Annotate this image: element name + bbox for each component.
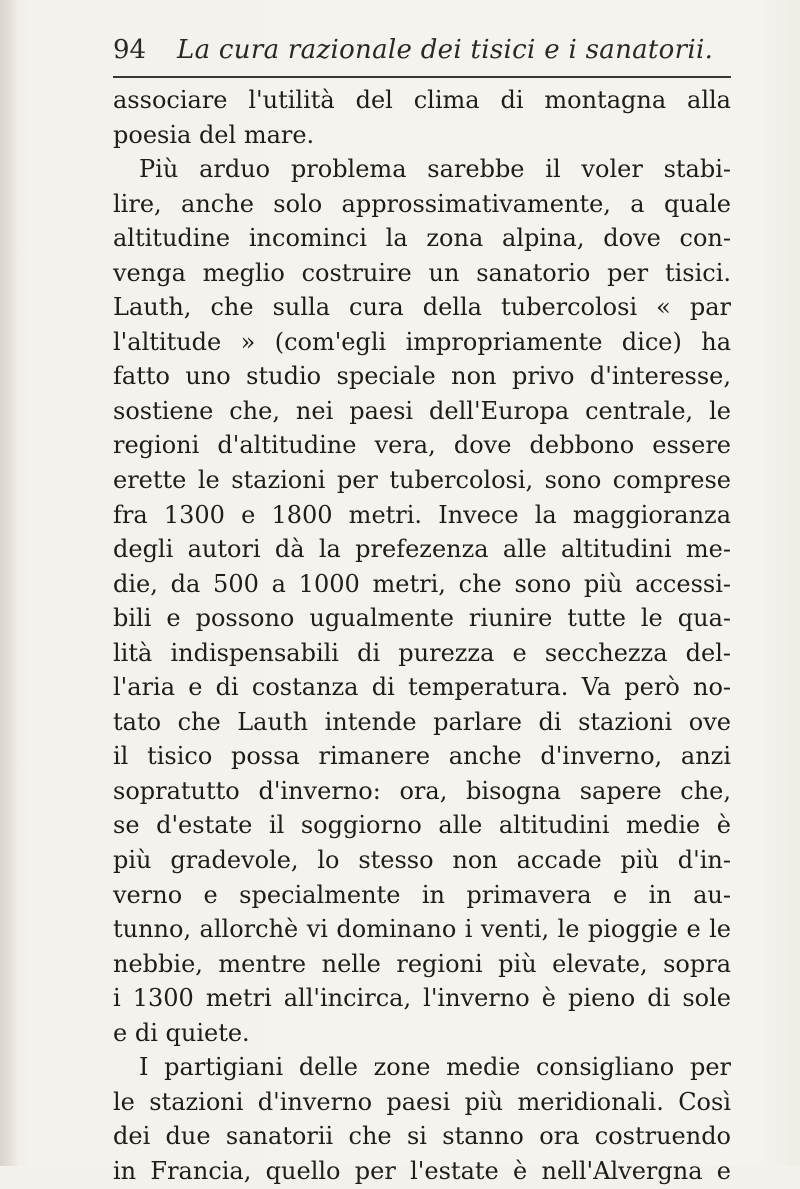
text-line: I partigiani delle zone medie consigliano per (139, 1053, 731, 1082)
header-rule (113, 76, 731, 78)
text-line: fra 1300 e 1800 metri. Invece la maggioranza (113, 500, 731, 529)
text-line: poesia del mare. (113, 120, 315, 149)
text-line: in Francia, quello per l'estate è nell'Alvergna e (113, 1156, 731, 1185)
text-line: tato che Lauth intende parlare di stazioni ove (113, 707, 731, 736)
text-line: erette le stazioni per tubercolosi, sono comprese (113, 466, 731, 495)
text-line: sostiene che, nei paesi dell'Europa centrale, le (113, 396, 731, 425)
text-line: die, da 500 a 1000 metri, che sono più accessi- (113, 569, 731, 598)
text-line: se d'estate il soggiorno alle altitudini medie è (113, 811, 731, 840)
text-line: degli autori dà la prefezenza alle altitudini me- (113, 535, 731, 564)
text-line: lità indispensabili di purezza e secchezza del- (113, 638, 731, 667)
text-line: Più arduo problema sarebbe il voler stabi- (139, 155, 731, 184)
page-number: 94 (113, 35, 147, 65)
text-line: più gradevole, lo stesso non accade più d'in- (113, 846, 731, 875)
running-title: La cura razionale dei tisici e i sanatorii. (177, 35, 714, 65)
page-gutter-shadow (0, 0, 18, 1166)
text-line: Lauth, che sulla cura della tubercolosi « par (113, 293, 731, 322)
page-header (113, 30, 733, 70)
text-line: e di quiete. (113, 1018, 250, 1047)
text-line: lire, anche solo approssimativamente, a quale (113, 189, 731, 218)
text-line: sopratutto d'inverno: ora, bisogna sapere che, (113, 776, 731, 805)
body-text (113, 83, 731, 1189)
text-line: l'altitude » (com'egli impropriamente dice) ha (113, 327, 731, 356)
text-line: le stazioni d'inverno paesi più meridionali. Così (113, 1087, 731, 1116)
text-line: il tisico possa rimanere anche d'inverno, anzi (113, 742, 731, 771)
text-line: regioni d'altitudine vera, dove debbono essere (113, 431, 731, 460)
text-line: dei due sanatorii che si stanno ora costruendo (113, 1122, 731, 1151)
text-line: nebbie, mentre nelle regioni più elevate, sopra (113, 949, 731, 978)
text-line: altitudine incominci la zona alpina, dove con- (113, 224, 731, 253)
text-line: fatto uno studio speciale non privo d'interesse, (113, 362, 731, 391)
text-line: associare l'utilità del clima di montagna alla (113, 86, 731, 114)
text-line: i 1300 metri all'incirca, l'inverno è pieno di sole (113, 984, 731, 1013)
text-line: venga meglio costruire un sanatorio per tisici. (113, 258, 731, 287)
text-line: verno e specialmente in primavera e in au- (113, 880, 731, 909)
text-line: tunno, allorchè vi dominano i venti, le pioggie e le (113, 915, 731, 944)
text-line: bili e possono ugualmente riunire tutte le qua- (113, 604, 731, 633)
text-line: l'aria e di costanza di temperatura. Va però no- (113, 673, 731, 702)
